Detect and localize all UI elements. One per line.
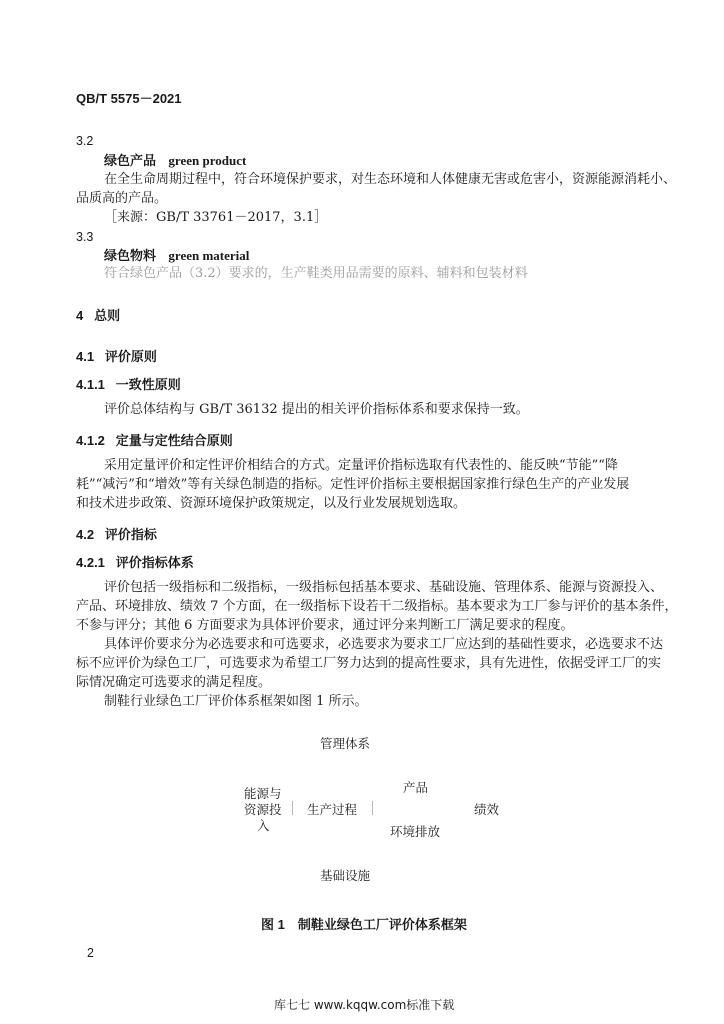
paragraph-line: 产品、环境排放、绩效 7 个方面，在一级指标下设若干二级指标。基本要求为工厂参与评价的基本条件， [76,599,678,614]
section-4-2-heading [76,524,157,543]
section-4-1-1-heading [76,374,181,393]
section-4-heading [76,305,120,324]
section-title: 评价指标体系 [115,555,194,570]
paragraph-line: 具体评价要求分为必选要求和可选要求，必选要求为要求工厂应达到的基础性要求，必选要求不达 [104,637,664,652]
footer-watermark: 库七七 www.kqqw.com标准下载 [274,998,455,1012]
section-title: 评价原则 [104,349,157,364]
clause-number-3-2: 3.2 [76,134,94,148]
section-number: 4.1.1 [76,377,105,392]
paragraph-line: 评价总体结构与 GB/T 36132 提出的相关评价指标体系和要求保持一致。 [104,402,529,417]
section-title: 一致性原则 [115,377,181,392]
section-title: 定量与定性结合原则 [115,433,233,448]
figure-label-energy-l2: 资源投 [244,802,282,817]
term-en: green product [168,153,247,168]
section-number: 4.1.2 [76,433,105,448]
term-en: green material [168,248,250,263]
section-4-1-2-heading [76,430,233,449]
section-number: 4.1 [76,349,95,364]
figure-caption: 图 1 制鞋业绿色工厂评价体系框架 [261,917,467,932]
paragraph-line: 标不应评价为绿色工厂，可选要求为希望工厂努力达到的提高性要求，具有先进性，依据受评工厂的实 [76,656,662,671]
paragraph-line: 采用定量评价和定性评价相结合的方式。定量评价指标选取有代表性的、能反映“节能”“降 [104,458,618,473]
section-title: 评价指标 [104,527,157,542]
figure-label-management: 管理体系 [320,736,371,751]
source-reference: ［来源：GB/T 33761－2017，3.1］ [104,210,328,225]
section-number: 4.2.1 [76,555,105,570]
figure-divider [372,801,373,815]
paragraph-line: 制鞋行业绿色工厂评价体系框架如图 1 所示。 [104,694,368,709]
definition-line: 在全生命周期过程中，符合环境保护要求，对生态环境和人体健康无害或危害小，资源能源消耗小、 [104,172,677,187]
paragraph-line: 和技术进步政策、资源环境保护政策规定，以及行业发展规划选取。 [76,496,467,511]
section-4-2-1-heading [76,552,194,571]
paragraph-line: 不参与评分；其他 6 方面要求为具体评价要求，通过评分来判断工厂满足要求的程度。 [76,618,574,633]
paragraph-line: 评价包括一级指标和二级指标，一级指标包括基本要求、基础设施、管理体系、能源与资源投入、 [104,580,664,595]
term-green-product [104,151,246,172]
section-number: 4 [76,308,84,323]
term-zh: 绿色产品 [104,154,157,169]
paragraph-line: 耗”“减污”和“增效”等有关绿色制造的指标。定性评价指标主要根据国家推行绿色生产的产业发展 [76,477,630,492]
figure-label-production: 生产过程 [307,802,358,817]
figure-label-energy-l3: 入 [257,818,270,833]
figure-label-emission: 环境排放 [390,824,441,839]
figure-label-energy-l1: 能源与 [244,786,282,801]
term-zh: 绿色物料 [104,249,157,264]
section-number: 4.2 [76,527,95,542]
section-4-1-heading [76,346,157,365]
paragraph-line: 际情况确定可选要求的满足程度。 [76,675,272,690]
figure-label-infrastructure: 基础设施 [320,868,371,883]
clause-number-3-3: 3.3 [76,230,94,244]
standard-code: QB/T 5575－2021 [76,91,182,106]
definition-line: 品质高的产品。 [76,191,168,206]
figure-divider [292,801,293,815]
section-title: 总则 [94,308,121,323]
page-number: 2 [87,946,94,960]
figure-label-performance: 绩效 [474,802,500,817]
figure-label-product: 产品 [403,780,429,795]
definition-line-faded: 符合绿色产品（3.2）要求的，生产鞋类用品需要的原料、辅料和包装材料 [104,266,528,281]
